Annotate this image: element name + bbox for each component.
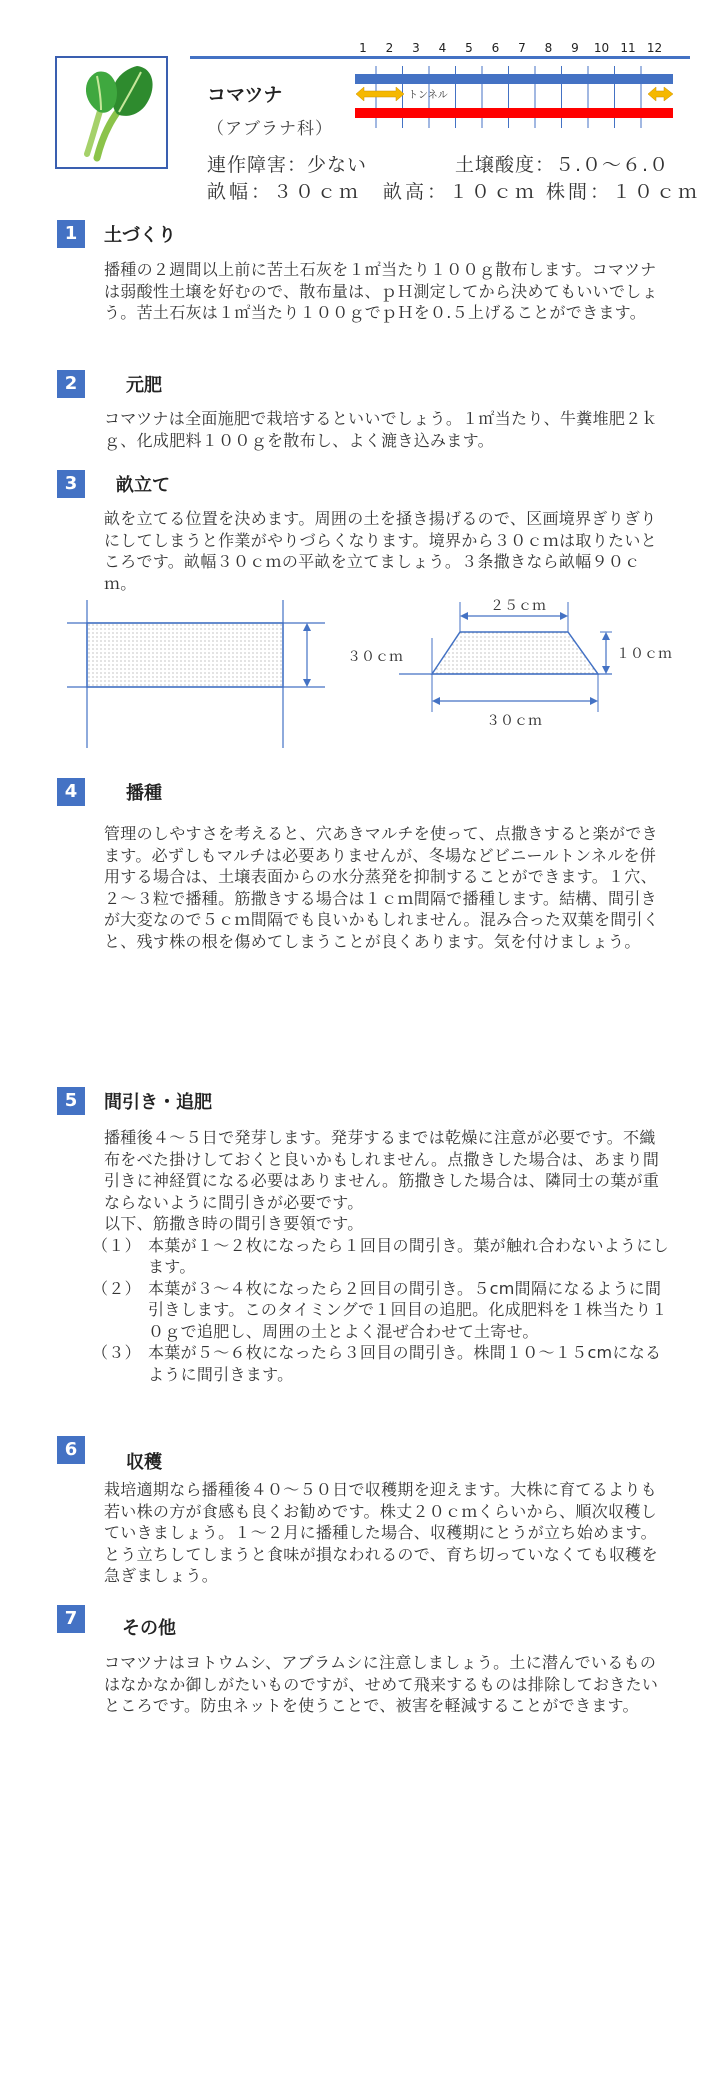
tunnel-label: トンネル [408,90,448,101]
section-body-4: 管理のしやすさを考えると、穴あきマルチを使って、点撒きすると楽ができます。必ずしもマルチは必要ありませんが、冬場などビニールトンネルを併用する場合は、土壌表面からの水分蒸発を抑制することができます。１穴、２～３粒で播種。筋撒きする場合は１ｃｍ間隔で播種します。結構、間引きが大変なので５ｃｍ間隔でも良いかもしれません。混み合った双葉を間引くと、残す株の根を傷めてしまうことが良くあります。気を付けましょう。 [104,824,660,951]
ridge-diagram [60,588,680,758]
section-title-5: 間引き・追肥 [104,1092,212,1113]
section-number-1: 1 [57,220,85,248]
step-text: 本葉が５～６枚になったら３回目の間引き。株間１０～１５cmになるように間引きます。 [148,1343,662,1384]
ridge-top-view [67,600,403,748]
section-number-6: 6 [57,1436,85,1464]
thinning-intro: 以下、筋撒き時の間引き要領です。 [104,1214,364,1233]
step-label: （２） [92,1278,141,1298]
tunnel-arrow-right [648,87,673,101]
sowing-period-bar [355,74,673,84]
cultivation-calendar [355,38,675,128]
thinning-step-3 [92,1342,670,1385]
section-number-5: 5 [57,1087,85,1115]
month-label: 9 [571,41,579,55]
cross-height-label: １０ｃｍ [616,646,672,662]
month-label: 1 [359,41,367,55]
thinning-step-1 [92,1235,670,1278]
step-text: 本葉が３～４枚になったら２回目の間引き。５cm間隔になるように間引きします。このタイミングで１回目の追肥。化成肥料を１株当たり１０ｇで追肥し、周囲の土とよく混ぜ合わせて土寄せ。 [148,1278,668,1341]
section-title-7: その他 [122,1618,176,1639]
section-body-1: 播種の２週間以上前に苦土石灰を１㎡当たり１００ｇ散布します。コマツナは弱酸性土壌を好むので、散布量は、ｐＨ測定してから決めてもいいでしょう。苦土石灰は１㎡当たり１００ｇでｐＨを０.５上げることができます。 [104,260,658,322]
month-label: 3 [412,41,420,55]
month-label: 8 [544,41,553,55]
section-title-6: 収穫 [126,1452,162,1473]
month-label: 11 [620,41,636,55]
cross-top-width-label: ２５ｃｍ [490,598,546,614]
section-title-3: 畝立て [116,475,170,496]
section-body-7: コマツナはヨトウムシ、アブラムシに注意しましょう。土に潜んでいるものはなかなか御しがたいものですが、せめて飛来するものは排除しておきたいところです。防虫ネットを使うことで、被害を軽減することができます。 [104,1653,659,1715]
spacing-info: 畝幅：３０ｃｍ 畝高：１０ｃｍ 株間：１０ｃｍ [207,181,701,203]
thinning-step-2 [92,1278,670,1343]
month-label: 5 [465,41,473,55]
komatsuna-icon [57,58,166,167]
section-number-2: 2 [57,370,85,398]
month-label: 4 [438,41,447,55]
soil-ph-info: 土壌酸度：５.０～６.０ [455,154,670,176]
section-title-1: 土づくり [104,225,176,246]
komatsuna-image [55,56,168,169]
section-body-2: コマツナは全面施肥で栽培するといいでしょう。１㎡当たり、牛糞堆肥２ｋｇ、化成肥料１００ｇを散布し、よく漉き込みます。 [104,409,658,450]
step-text: 本葉が１～２枚になったら１回目の間引き。葉が触れ合わないようにします。 [148,1235,669,1276]
section-title-4: 播種 [126,783,162,804]
month-label: 6 [491,41,500,55]
section-number-3: 3 [57,470,85,498]
ridge-cross-section [399,598,672,729]
month-label: 7 [518,41,526,55]
step-label: （３） [92,1343,141,1362]
section-body-6: 栽培適期なら播種後４０～５０日で収穫期を迎えます。大株に育てるよりも若い株の方が食感も良くお勧めです。株丈２０ｃｍくらいから、順次収穫していきましょう。１～２月に播種した場合、収穫期にとうが立ち始めます。とう立ちしてしまうと食味が損なわれるので、育ち切っていなくても収穫を急ぎましょう。 [104,1480,658,1585]
month-labels [359,41,662,55]
month-label: 12 [646,41,663,55]
section-body-5 [92,1127,670,1385]
crop-name: コマツナ [207,84,283,106]
crop-family: （アブラナ科） [207,119,333,139]
month-label: 2 [385,41,394,55]
month-label: 10 [593,41,610,55]
section-body-5-text: 播種後４～５日で発芽します。発芽するまでは乾燥に注意が必要です。不織布をべた掛けしておくと良いかもしれません。点撒きした場合は、あまり間引きに神経質になる必要はありません。筋撒きした場合は、隣同士の葉が重ならないように間引きが必要です。 [104,1128,660,1212]
section-body-3: 畝を立てる位置を決めます。周囲の土を掻き揚げるので、区画境界ぎりぎりにしてしまうと作業がやりづらくなります。境界から３０ｃｍは取りたいところです。畝幅３０ｃｍの平畝を立てましょう。３条撒きなら畝幅９０ｃｍ。 [104,509,657,593]
tunnel-arrow-left [356,87,404,101]
section-title-2: 元肥 [126,375,162,396]
top-view-width-label: ３０ｃｍ [347,649,403,665]
cross-bottom-width-label: ３０ｃｍ [486,713,542,729]
section-number-7: 7 [57,1605,85,1633]
harvest-period-bar [355,108,673,118]
section-number-4: 4 [57,778,85,806]
step-label: （１） [92,1235,141,1255]
rotation-info: 連作障害：少ない [207,154,368,176]
